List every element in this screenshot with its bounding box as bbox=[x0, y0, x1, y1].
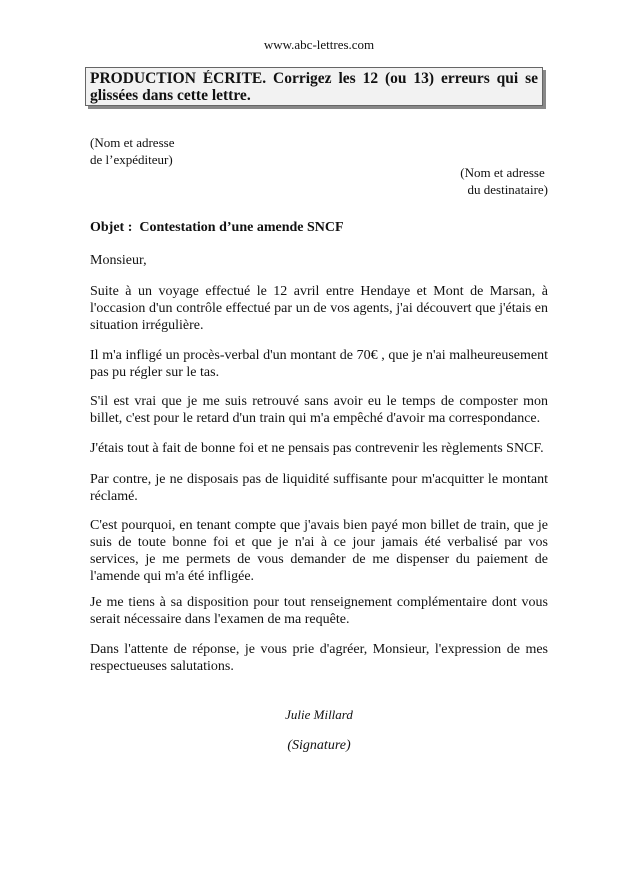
body-paragraph bbox=[90, 283, 548, 334]
recipient-block bbox=[460, 164, 548, 198]
paragraph-line: respectueuses salutations. bbox=[90, 659, 234, 674]
paragraph-line: S'il est vrai que je me suis retrouvé sans avoir eu le temps de composter mon bbox=[90, 394, 548, 409]
sender-block bbox=[90, 134, 174, 168]
body-paragraph bbox=[90, 393, 548, 427]
subject-line: Objet : Contestation d’une amende SNCF bbox=[90, 220, 344, 235]
paragraph-line: pas pu régler sur le tas. bbox=[90, 365, 220, 380]
paragraph-line: Il m'a infligé un procès-verbal d'un montant de 70€ , que je n'ai malheureusement bbox=[90, 348, 548, 363]
paragraph-line: l'occasion d'un contrôle effectué par un de vos agents, j'ai découvert que j'étais en bbox=[90, 301, 548, 316]
body-paragraph bbox=[90, 594, 548, 628]
recipient-line: du destinataire) bbox=[467, 182, 548, 197]
website-url: www.abc-lettres.com bbox=[263, 37, 375, 52]
instruction-box bbox=[85, 67, 543, 106]
paragraph-line: Je me tiens à sa disposition pour tout renseignement complémentaire dont vous bbox=[90, 595, 548, 610]
paragraph-line: Par contre, je ne disposais pas de liquidité suffisante pour m'acquitter le montant bbox=[90, 472, 548, 487]
signature-name: Julie Millard bbox=[285, 707, 353, 722]
paragraph-line: Dans l'attente de réponse, je vous prie d'agréer, Monsieur, l'expression de mes bbox=[90, 642, 548, 657]
paragraph-line: Suite à un voyage effectué le 12 avril entre Hendaye et Mont de Marsan, à bbox=[90, 284, 548, 299]
body-paragraph bbox=[90, 471, 548, 505]
paragraph-line: l'amende qui m'a été infligée. bbox=[90, 569, 255, 584]
paragraph-line: situation irrégulière. bbox=[90, 318, 204, 333]
paragraph-line: C'est pourquoi, en tenant compte que j'avais bien payé mon billet de train, que je bbox=[90, 518, 548, 533]
body-paragraph bbox=[90, 440, 548, 457]
body-paragraph bbox=[90, 347, 548, 381]
paragraph-line: suis de toute bonne foi et que je n'ai à ce jour jamais été verbalisé par vos bbox=[90, 535, 548, 550]
paragraph-line: services, je me permets de vous demander de me dispenser du paiement de bbox=[90, 552, 548, 567]
paragraph-line: billet, c'est pour le retard d'un train qui m'a empêché d'avoir ma correspondance. bbox=[90, 411, 541, 426]
paragraph-line: réclamé. bbox=[90, 489, 138, 504]
body-paragraph bbox=[90, 517, 548, 585]
sender-line: de l’expéditeur) bbox=[90, 152, 173, 167]
instruction-line: PRODUCTION ÉCRITE. Corrigez les 12 (ou 13) erreurs qui se bbox=[90, 70, 538, 87]
salutation: Monsieur, bbox=[90, 253, 147, 268]
paragraph-line: serait nécessaire dans l'examen de ma requête. bbox=[90, 612, 350, 627]
paragraph-line: J'étais tout à fait de bonne foi et ne pensais pas contrevenir les règlements SNCF. bbox=[90, 441, 544, 456]
body-paragraph bbox=[90, 641, 548, 675]
sender-line: (Nom et adresse bbox=[90, 135, 175, 150]
instruction-line: glissées dans cette lettre. bbox=[90, 87, 251, 104]
signature-label: (Signature) bbox=[287, 738, 351, 753]
recipient-line: (Nom et adresse bbox=[460, 165, 548, 180]
